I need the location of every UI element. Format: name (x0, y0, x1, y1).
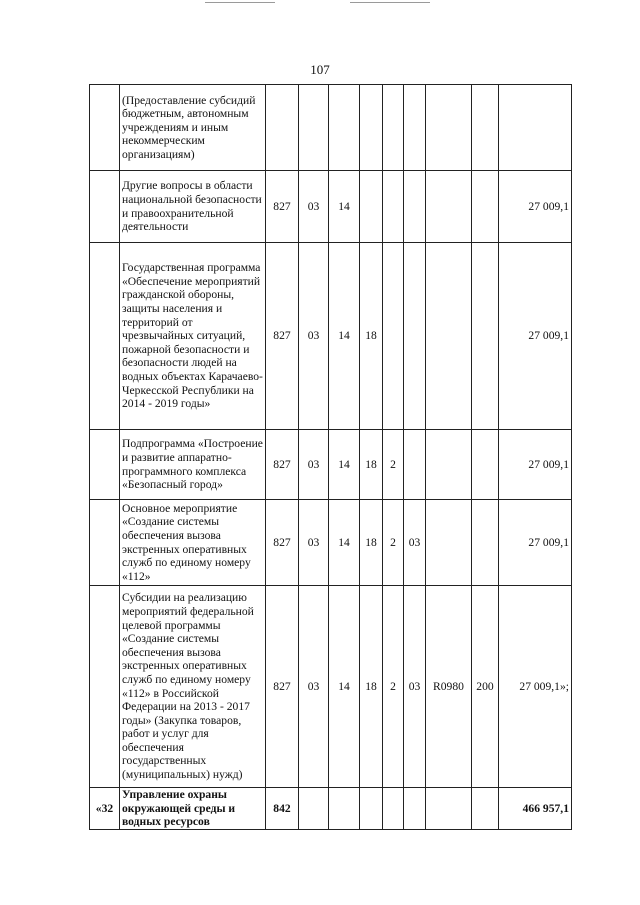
section-code-cell: 03 (299, 243, 329, 430)
row-number-cell (90, 500, 120, 586)
amount-cell: 27 009,1»; (499, 586, 572, 788)
expense-type-code-cell (472, 500, 499, 586)
expense-direction-code-cell (426, 243, 472, 430)
program-code-cell: 18 (360, 430, 383, 500)
main-event-code-cell (404, 430, 426, 500)
administrator-code-cell (266, 85, 299, 171)
section-code-cell (299, 85, 329, 171)
program-code-cell (360, 171, 383, 243)
amount-cell (499, 85, 572, 171)
article-name-cell: (Предоставление субсидий бюджетным, автономным учреждениям и иным некоммерческим организациям) (120, 85, 266, 171)
expense-type-code-cell (472, 171, 499, 243)
program-code-cell (360, 788, 383, 830)
main-event-code-cell (404, 171, 426, 243)
expense-direction-code-cell (426, 85, 472, 171)
subsection-code-cell: 14 (329, 586, 360, 788)
amount-cell: 27 009,1 (499, 500, 572, 586)
budget-table (89, 84, 572, 830)
subprogram-code-cell (383, 85, 404, 171)
program-code-cell: 18 (360, 586, 383, 788)
amount-cell: 27 009,1 (499, 243, 572, 430)
article-name-cell: Подпрограмма «Построение и развитие аппаратно-программного комплекса «Безопасный город» (120, 430, 266, 500)
section-code-cell: 03 (299, 430, 329, 500)
article-name-cell: Основное мероприятие «Создание системы обеспечения вызова экстренных оперативных служб по единому номеру «112» (120, 500, 266, 586)
expense-type-code-cell (472, 430, 499, 500)
row-number-cell (90, 430, 120, 500)
row-number-cell: «32 (90, 788, 120, 830)
program-code-cell (360, 85, 383, 171)
expense-direction-code-cell (426, 430, 472, 500)
expense-type-code-cell (472, 243, 499, 430)
main-event-code-cell: 03 (404, 586, 426, 788)
subsection-code-cell: 14 (329, 500, 360, 586)
table-row (90, 171, 572, 243)
section-code-cell (299, 788, 329, 830)
table-row (90, 500, 572, 586)
expense-type-code-cell (472, 85, 499, 171)
section-code-cell: 03 (299, 500, 329, 586)
subsection-code-cell: 14 (329, 430, 360, 500)
expense-type-code-cell (472, 788, 499, 830)
subsection-code-cell (329, 85, 360, 171)
scan-artifact-top-right (350, 2, 430, 3)
administrator-code-cell: 827 (266, 171, 299, 243)
administrator-code-cell: 827 (266, 430, 299, 500)
subprogram-code-cell: 2 (383, 586, 404, 788)
budget-table-body (90, 85, 572, 830)
table-row (90, 586, 572, 788)
expense-type-code-cell: 200 (472, 586, 499, 788)
amount-cell: 27 009,1 (499, 430, 572, 500)
article-name-cell: Управление охраны окружающей среды и водных ресурсов (120, 788, 266, 830)
article-name-cell: Субсидии на реализацию мероприятий федеральной целевой программы «Создание системы обеспечения вызова экстренных оперативных служб по единому номеру «112» в Российской Федерации на 2013 - 2017 годы» (Закупка товаров, работ и услуг для обеспечения государственных (муниципальных) нужд) (120, 586, 266, 788)
article-name-cell: Государственная программа «Обеспечение мероприятий гражданской обороны, защиты населения и территорий от чрезвычайных ситуаций, пожарной безопасности и безопасности людей на водных объектах Карачаево-Черкесской Республики на 2014 - 2019 годы» (120, 243, 266, 430)
subprogram-code-cell (383, 788, 404, 830)
subsection-code-cell: 14 (329, 171, 360, 243)
row-number-cell (90, 586, 120, 788)
subsection-code-cell (329, 788, 360, 830)
row-number-cell (90, 171, 120, 243)
program-code-cell: 18 (360, 243, 383, 430)
table-row (90, 430, 572, 500)
main-event-code-cell: 03 (404, 500, 426, 586)
expense-direction-code-cell (426, 788, 472, 830)
table-row (90, 85, 572, 171)
administrator-code-cell: 827 (266, 243, 299, 430)
expense-direction-code-cell (426, 500, 472, 586)
program-code-cell: 18 (360, 500, 383, 586)
amount-cell: 27 009,1 (499, 171, 572, 243)
subprogram-code-cell: 2 (383, 500, 404, 586)
section-code-cell: 03 (299, 171, 329, 243)
scan-artifact-top-left (205, 2, 275, 3)
administrator-code-cell: 842 (266, 788, 299, 830)
amount-cell: 466 957,1 (499, 788, 572, 830)
administrator-code-cell: 827 (266, 500, 299, 586)
main-event-code-cell (404, 788, 426, 830)
main-event-code-cell (404, 85, 426, 171)
row-number-cell (90, 85, 120, 171)
page-number: 107 (310, 62, 330, 77)
expense-direction-code-cell: R0980 (426, 586, 472, 788)
table-row (90, 243, 572, 430)
table-row (90, 788, 572, 830)
administrator-code-cell: 827 (266, 586, 299, 788)
expense-direction-code-cell (426, 171, 472, 243)
subsection-code-cell: 14 (329, 243, 360, 430)
subprogram-code-cell (383, 171, 404, 243)
section-code-cell: 03 (299, 586, 329, 788)
subprogram-code-cell: 2 (383, 430, 404, 500)
article-name-cell: Другие вопросы в области национальной безопасности и правоохранительной деятельности (120, 171, 266, 243)
row-number-cell (90, 243, 120, 430)
subprogram-code-cell (383, 243, 404, 430)
main-event-code-cell (404, 243, 426, 430)
